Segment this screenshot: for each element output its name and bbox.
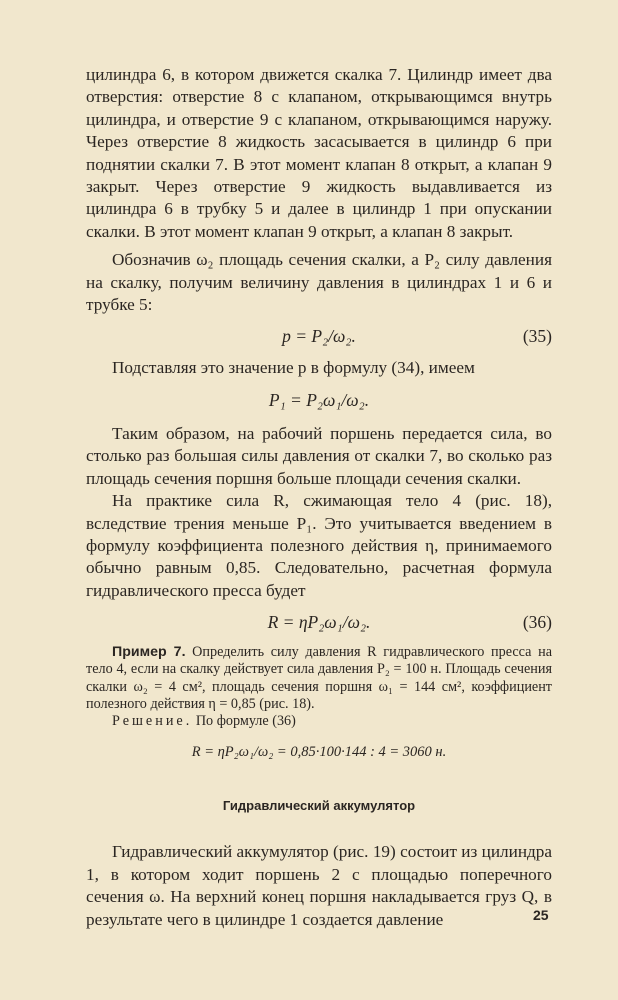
paragraph-practice: На практике сила R, сжимающая тело 4 (рис. 18), вследствие трения меньше P₁. Это учитывается введением в формулу коэффициента полезного действия η, принимаемого обычно равным 0,85. Следовательно, расчетная формула гидравлического пресса будет xyxy=(86,491,552,600)
formula-p1 xyxy=(86,389,552,413)
formula-p1-expression: P₁ = P₂ω₁/ω₂. xyxy=(268,389,370,410)
page-body xyxy=(86,64,552,931)
formula-36 xyxy=(86,611,552,635)
solution-label: Решение. xyxy=(112,713,193,730)
paragraph-conclusion: Таким образом, на рабочий поршень передается сила, во столько раз большая силы давления от скалки 7, во сколько раз площадь сечения поршня больше площади сечения скалки. xyxy=(86,423,552,488)
formula-35 xyxy=(86,325,552,349)
example-calculation xyxy=(86,744,552,761)
formula-36-number: (36) xyxy=(522,612,552,633)
paragraph-pump-description: цилиндра 6, в котором движется скалка 7. Цилиндр имеет два отверстия: отверстие 8 с клапаном, открывающимся внутрь цилиндра, и отверстие 9 с клапаном, открывающимся наружу. Через отверстие 8 жидкость засасывается в цилиндр 6 при поднятии скалки 7. В этот момент клапан 8 открыт, а клапан 9 закрыт. Через отверстие 9 жидкость выдавливается из цилиндра 6 в трубку 5 и далее в цилиндр 1 при опускании скалки. В этот момент клапан 9 открыт, а клапан 8 закрыт. xyxy=(86,65,552,241)
paragraph-notation: Обозначив ω₂ площадь сечения скалки, а P₂ силу давления на скалку, получим величину давления в цилиндрах 1 и 6 и трубке 5: xyxy=(86,250,552,315)
calculation-expression: R = ηP₂ω₁/ω₂ = 0,85·100·144 : 4 = 3060 н. xyxy=(191,743,447,760)
paragraph-accumulator: Гидравлический аккумулятор (рис. 19) состоит из цилиндра 1, в котором ходит поршень 2 с площадью поперечного сечения ω. На верхний конец поршня накладывается груз Q, в результате чего в цилиндре 1 создается давление xyxy=(86,842,552,929)
example-block xyxy=(86,644,552,761)
example-problem xyxy=(86,644,552,713)
formula-35-expression: p = P₂/ω₂. xyxy=(282,326,356,347)
page-number: 25 xyxy=(533,907,549,923)
formula-35-number: (35) xyxy=(522,326,552,347)
example-text: Определить силу давления R гидравлического пресса на тело 4, если на скалку действует сила давления P₂ = 100 н. Площадь сечения скалки ω₂ = 4 см², площадь сечения поршня ω₁ = 144 см², коэффициент полезного действия η = 0,85 (рис. 18). xyxy=(86,644,552,713)
paragraph-substitution: Подставляя это значение p в формулу (34), имеем xyxy=(112,358,475,378)
section-heading: Гидравлический аккумулятор xyxy=(222,797,416,813)
example-label: Пример 7. xyxy=(112,644,186,661)
example-solution xyxy=(86,713,552,730)
solution-text: По формуле (36) xyxy=(192,713,296,730)
formula-36-expression: R = ηP₂ω₁/ω₂. xyxy=(267,612,371,633)
